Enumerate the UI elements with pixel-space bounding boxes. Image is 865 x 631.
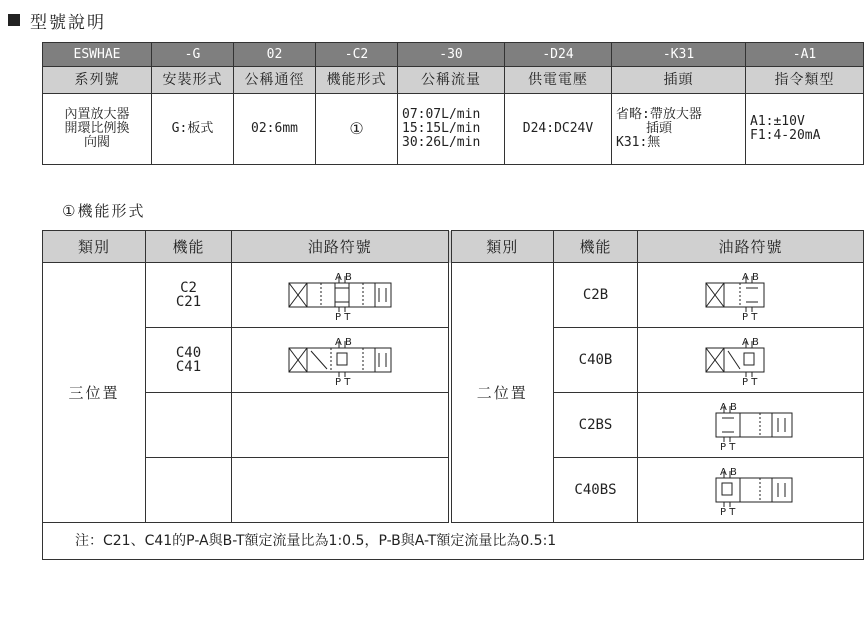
header-symbol: 油路符號 — [232, 231, 450, 263]
function-code-cell — [146, 263, 232, 328]
page-title-text: 型號說明 — [30, 12, 106, 33]
function-table — [42, 230, 864, 560]
symbol-cell — [638, 263, 864, 328]
series-line: 開環比例換 — [64, 121, 130, 136]
note-row — [43, 523, 864, 560]
model-header-row — [43, 67, 864, 94]
voltage-cell: D24:DC24V — [505, 94, 612, 165]
flow-line: 15:15L/min — [402, 121, 481, 136]
function-row — [43, 263, 864, 328]
size-cell: 02:6mm — [234, 94, 316, 165]
category-two-position: 二位置 — [450, 263, 554, 523]
header-cell: 插頭 — [612, 67, 746, 94]
plug-line: K31:無 — [616, 135, 661, 150]
header-symbol: 油路符號 — [638, 231, 864, 263]
code-cell: -30 — [398, 43, 505, 67]
header-function: 機能 — [146, 231, 232, 263]
symbol-cell — [638, 328, 864, 393]
valve-symbol-c40bs-icon — [686, 463, 816, 517]
port-label-top: A B — [334, 337, 352, 348]
function-code: C41 — [175, 359, 202, 375]
port-label-bottom: P T — [719, 507, 735, 517]
empty-symbol-cell — [232, 458, 450, 523]
function-code: C40 — [175, 345, 202, 361]
command-line: A1:±10V — [750, 114, 805, 129]
function-code-cell — [146, 328, 232, 393]
function-header-row — [43, 231, 864, 263]
port-label-top: A B — [719, 402, 737, 413]
header-cell: 安裝形式 — [152, 67, 234, 94]
function-code-cell: C40B — [554, 328, 638, 393]
series-line: 向閥 — [83, 135, 110, 150]
port-label-top: A B — [741, 337, 759, 348]
valve-symbol-c2b-icon — [686, 268, 816, 322]
mount-cell: G:板式 — [152, 94, 234, 165]
code-cell: -A1 — [746, 43, 864, 67]
empty-function-cell — [146, 458, 232, 523]
model-code-table — [42, 42, 864, 165]
flow-line: 30:26L/min — [402, 135, 481, 150]
flow-line: 07:07L/min — [402, 107, 481, 122]
function-code: C21 — [175, 294, 202, 310]
function-code: C2 — [180, 280, 197, 296]
title-square-icon — [8, 14, 20, 26]
header-category: 類別 — [450, 231, 554, 263]
function-cell: ① — [316, 94, 398, 165]
header-cell: 指令類型 — [746, 67, 864, 94]
code-cell: -D24 — [505, 43, 612, 67]
code-cell: -C2 — [316, 43, 398, 67]
code-cell: ESWHAE — [43, 43, 152, 67]
empty-function-cell — [146, 393, 232, 458]
function-section-title: ①機能形式 — [62, 202, 146, 220]
port-label-top: A B — [741, 272, 759, 283]
symbol-cell — [638, 458, 864, 523]
header-function: 機能 — [554, 231, 638, 263]
valve-symbol-c40-icon — [275, 333, 405, 387]
function-code-cell: C40BS — [554, 458, 638, 523]
code-cell: 02 — [234, 43, 316, 67]
valve-symbol-c2-icon — [275, 268, 405, 322]
plug-line: 插頭 — [646, 121, 673, 136]
port-label-bottom: P T — [741, 377, 757, 387]
series-cell — [43, 94, 152, 165]
port-label-bottom: P T — [334, 377, 351, 387]
header-cell: 公稱流量 — [398, 67, 505, 94]
model-value-row — [43, 94, 864, 165]
port-label-bottom: P T — [719, 442, 735, 452]
note-text: 注：C21、C41的P-A與B-T額定流量比為1:0.5，P-B與A-T額定流量比為0.5:1 — [43, 523, 864, 560]
command-cell — [746, 94, 864, 165]
plug-line: 省略:帶放大器 — [616, 107, 702, 122]
code-cell: -K31 — [612, 43, 746, 67]
function-code-cell: C2B — [554, 263, 638, 328]
symbol-cell — [232, 263, 450, 328]
symbol-cell — [638, 393, 864, 458]
port-label-bottom: P T — [334, 312, 351, 322]
series-line: 內置放大器 — [64, 107, 130, 122]
header-cell: 機能形式 — [316, 67, 398, 94]
category-three-position: 三位置 — [43, 263, 146, 523]
port-label-top: A B — [719, 467, 737, 478]
command-line: F1:4-20mA — [750, 128, 821, 143]
valve-symbol-c2bs-icon — [686, 398, 816, 452]
port-label-top: A B — [334, 272, 352, 283]
function-code-cell: C2BS — [554, 393, 638, 458]
valve-symbol-c40b-icon — [686, 333, 816, 387]
header-category: 類別 — [43, 231, 146, 263]
header-cell: 系列號 — [43, 67, 152, 94]
symbol-cell — [232, 328, 450, 393]
model-code-row — [43, 43, 864, 67]
code-cell: -G — [152, 43, 234, 67]
header-cell: 公稱通徑 — [234, 67, 316, 94]
page-title — [8, 6, 106, 34]
flow-cell — [398, 94, 505, 165]
header-cell: 供電電壓 — [505, 67, 612, 94]
port-label-bottom: P T — [741, 312, 757, 322]
plug-cell — [612, 94, 746, 165]
empty-symbol-cell — [232, 393, 450, 458]
